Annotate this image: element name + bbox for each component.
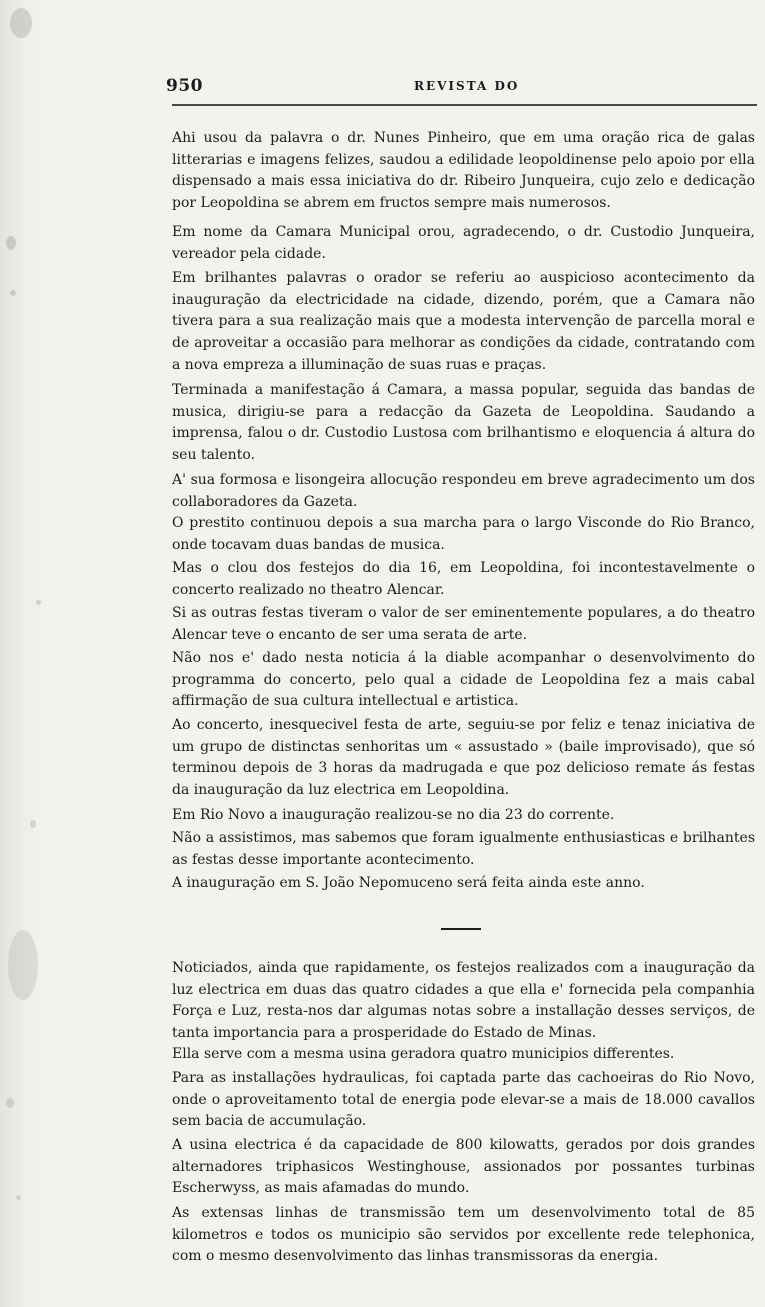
paragraph: Ao concerto, inesquecivel festa de arte, seguiu-se por feliz e tenaz iniciativa de um grupo de distinctas senhoritas um « assustado » (baile improvisado), que só terminou depois de 3 horas da madrugada e que poz delicioso remate ás festas da inauguração da luz electrica em Leopoldina. (172, 717, 755, 799)
page-number: 950 (166, 76, 203, 96)
section-divider (441, 928, 481, 930)
page-header (166, 76, 758, 100)
paragraph: O prestito continuou depois a sua marcha para o largo Visconde do Rio Branco, onde tocavam duas bandas de musica. (172, 515, 755, 553)
paragraph: As extensas linhas de transmissão tem um desenvolvimento total de 85 kilometros e todos os municipio são servidos por excellente rede telephonica, com o mesmo desenvolvimento das linhas transmissoras da energia. (172, 1205, 755, 1265)
scan-speck (16, 1195, 21, 1200)
paragraph: Em Rio Novo a inauguração realizou-se no dia 23 do corrente. (172, 807, 615, 823)
scan-speck (10, 290, 16, 296)
scan-speck (8, 930, 38, 1000)
scan-speck (36, 600, 41, 605)
paragraph: Terminada a manifestação á Camara, a massa popular, seguida das bandas de musica, dirigiu-se para a redacção da Gazeta de Leopoldina. Saudando a imprensa, falou o dr. Custodio Lustosa com brilhantismo e eloquencia á altura do seu talento. (172, 382, 755, 464)
header-rule (172, 101, 757, 106)
paragraph: Si as outras festas tiveram o valor de ser eminentemente populares, a do theatro Alencar teve o encanto de ser uma serata de arte. (172, 605, 755, 643)
scan-speck (6, 1098, 14, 1108)
paragraph: Não a assistimos, mas sabemos que foram igualmente enthusiasticas e brilhantes as festas desse importante acontecimento. (172, 830, 755, 868)
paragraph: A usina electrica é da capacidade de 800 kilowatts, gerados por dois grandes alternadores triphasicos Westinghouse, assionados por possantes turbinas Escherwyss, as mais afamadas do mundo. (172, 1137, 755, 1197)
scan-edge-shadow (0, 0, 48, 1307)
scan-speck (30, 820, 36, 828)
scan-speck (10, 8, 32, 38)
paragraph: Em brilhantes palavras o orador se referiu ao auspicioso acontecimento da inauguração da electricidade na cidade, dizendo, porém, que a Camara não tivera para a sua realização mais que a modesta intervenção de parcella moral e de aproveitar a occasião para melhorar as condições da cidade, contratando com a nova empreza a illuminação de suas ruas e praças. (172, 270, 755, 373)
paragraph: Em nome da Camara Municipal orou, agradecendo, o dr. Custodio Junqueira, vereador pela cidade. (172, 224, 755, 262)
paragraph: Ahi usou da palavra o dr. Nunes Pinheiro, que em uma oração rica de galas litterarias e imagens felizes, saudou a edilidade leopoldinense pelo apoio por ella dispensado a mais essa iniciativa do dr. Ribeiro Junqueira, cujo zelo e dedicação por Leopoldina se abrem em fructos sempre mais numerosos. (172, 130, 755, 212)
paragraph: Mas o clou dos festejos do dia 16, em Leopoldina, foi incontestavelmente o concerto realizado no theatro Alencar. (172, 560, 755, 598)
paragraph: Para as installações hydraulicas, foi captada parte das cachoeiras do Rio Novo, onde o aproveitamento total de energia pode elevar-se a mais de 18.000 cavallos sem bacia de accumulação. (172, 1070, 755, 1130)
paragraph: A inauguração em S. João Nepomuceno será feita ainda este anno. (172, 875, 645, 891)
running-title: REVISTA DO (414, 79, 520, 93)
scan-speck (6, 236, 16, 250)
paragraph: A' sua formosa e lisongeira allocução respondeu em breve agradecimento um dos collaboradores da Gazeta. (172, 472, 755, 510)
paragraph: Não nos e' dado nesta noticia á la diable acompanhar o desenvolvimento do programma do concerto, pelo qual a cidade de Leopoldina fez a mais cabal affirmação de sua cultura intellectual e artistica. (172, 650, 755, 710)
paragraph: Ella serve com a mesma usina geradora quatro municipios differentes. (172, 1046, 675, 1062)
paragraph: Noticiados, ainda que rapidamente, os festejos realizados com a inauguração da luz electrica em duas das quatro cidades a que ella e' fornecida pela companhia Força e Luz, resta-nos dar algumas notas sobre a installação desses serviços, de tanta importancia para a prosperidade do Estado de Minas. (172, 960, 755, 1042)
